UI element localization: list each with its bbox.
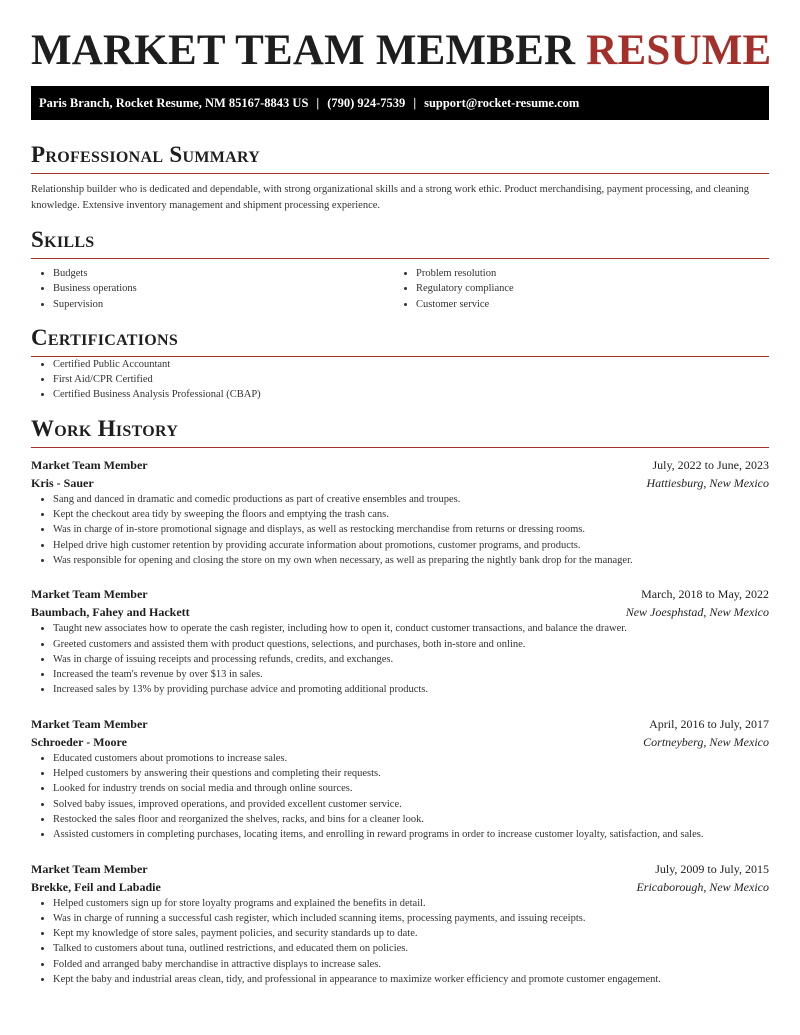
certification-item: • Certified Business Analysis Professional (CBAP) [53,387,769,402]
job-duty: • Helped customers sign up for store loyalty programs and explained the benefits in detail. [53,896,769,911]
job-company-row [31,474,769,492]
job-duty: • Kept the checkout area tidy by sweeping the floors and emptying the trash cans. [53,507,769,522]
job-company: Schroeder - Moore [31,734,127,749]
job-company-row [31,603,769,621]
job-duty: • Was in charge of running a successful cash register, which included scanning items, processing payments, and issuing receipts. [53,911,769,926]
job-duty: • Helped customers by answering their questions and completing their requests. [53,766,769,781]
job-header-row [31,585,769,603]
skill-item: • Budgets [53,266,394,281]
summary-heading: Professional Summary [31,142,769,174]
certification-item: • First Aid/CPR Certified [53,372,769,387]
skill-item: • Problem resolution [416,266,757,281]
job-header-row [31,456,769,474]
skills-column-left [31,266,394,312]
job-title: Market Team Member [31,716,148,731]
resume-title [31,0,772,74]
skill-item: • Customer service [416,297,757,312]
skills-heading: Skills [31,227,769,259]
job-duty: • Was in charge of in-store promotional signage and displays, as well as restocking merchandise from returns or dressing rooms. [53,522,769,537]
job-duty: • Kept the baby and industrial areas clean, tidy, and professional in appearance to maximize worker efficiency and promote customer engagement. [53,972,769,987]
job-duty: • Looked for industry trends on social media and through online sources. [53,781,769,796]
job-company-row [31,733,769,751]
contact-bar [31,86,769,120]
summary-section [31,142,769,213]
skills-section [31,227,769,312]
contact-email[interactable]: support@rocket-resume.com [424,96,580,110]
job-duty: • Was in charge of issuing receipts and processing refunds, credits, and exchanges. [53,652,769,667]
job-duties-list [31,896,769,988]
job-dates: April, 2016 to July, 2017 [649,716,769,731]
job-entry [31,860,769,988]
contact-separator: | [316,96,320,110]
skill-item: • Business operations [53,281,394,296]
job-duty: • Talked to customers about tuna, outlined restrictions, and educated them on policies. [53,941,769,956]
title-accent: RESUME [586,27,772,74]
skills-column-right [394,266,757,312]
job-duty: • Greeted customers and assisted them with product questions, selections, and purchases, both in-store and online. [53,637,769,652]
job-duty: • Restocked the sales floor and reorganized the shelves, racks, and bins for a cleaner look. [53,812,769,827]
skill-item: • Supervision [53,297,394,312]
job-location: Hattiesburg, New Mexico [646,475,769,490]
work-history-heading: Work History [31,416,769,448]
job-duties-list [31,492,769,568]
job-duties-list [31,621,769,697]
job-dates: July, 2009 to July, 2015 [655,861,769,876]
certifications-list [31,357,769,403]
job-company-row [31,878,769,896]
skill-item: • Regulatory compliance [416,281,757,296]
job-duty: • Assisted customers in completing purchases, locating items, and enrolling in reward programs in order to increase customer loyalty, satisfaction, and sales. [53,827,769,842]
job-title: Market Team Member [31,457,148,472]
job-location: Cortneyberg, New Mexico [643,734,769,749]
job-title: Market Team Member [31,861,148,876]
work-history-section [31,416,769,988]
summary-text: Relationship builder who is dedicated and dependable, with strong organizational skills and a strong work ethic. Product merchandising, payment processing, and cleaning knowledge. Extensive inventory management and shipment processing experience. [31,184,750,211]
job-dates: March, 2018 to May, 2022 [641,587,769,602]
job-duty: • Educated customers about promotions to increase sales. [53,751,769,766]
job-location: New Joesphstad, New Mexico [625,605,769,620]
job-duties-list [31,751,769,843]
job-header-row [31,860,769,878]
job-duty: • Folded and arranged baby merchandise in attractive displays to increase sales. [53,957,769,972]
job-dates: July, 2022 to June, 2023 [652,457,769,472]
skills-grid [31,266,769,312]
certifications-section [31,325,769,403]
job-duty: • Kept my knowledge of store sales, payment policies, and security standards up to date. [53,926,769,941]
job-entry [31,585,769,697]
contact-address: Paris Branch, Rocket Resume, NM 85167-8843 US [39,96,309,110]
job-duty: • Taught new associates how to operate the cash register, including how to open it, conduct customer transactions, and balance the drawer. [53,621,769,636]
title-name: MARKET TEAM MEMBER [31,27,576,74]
job-duty: • Increased the team's revenue by over $13 in sales. [53,667,769,682]
job-location: Ericaborough, New Mexico [636,879,769,894]
contact-phone[interactable]: (790) 924-7539 [327,96,406,110]
job-entry [31,456,769,568]
job-duty: • Was responsible for opening and closing the store on my own when necessary, as well as preparing the nightly bank drop for the manager. [53,553,769,568]
job-duty: • Increased sales by 13% by providing purchase advice and promoting additional products. [53,682,769,697]
contact-separator: | [413,96,417,110]
job-duty: • Helped drive high customer retention by providing accurate information about promotions, customer programs, and products. [53,538,769,553]
job-entry [31,715,769,843]
job-title: Market Team Member [31,587,148,602]
job-duty: • Sang and danced in dramatic and comedic productions as part of creative ensembles and troupes. [53,492,769,507]
job-company: Brekke, Feil and Labadie [31,879,161,894]
job-company: Kris - Sauer [31,475,94,490]
job-duty: • Solved baby issues, improved operations, and provided excellent customer service. [53,797,769,812]
job-company: Baumbach, Fahey and Hackett [31,605,190,620]
certification-item: • Certified Public Accountant [53,357,769,372]
job-header-row [31,715,769,733]
certifications-heading: Certifications [31,325,769,357]
